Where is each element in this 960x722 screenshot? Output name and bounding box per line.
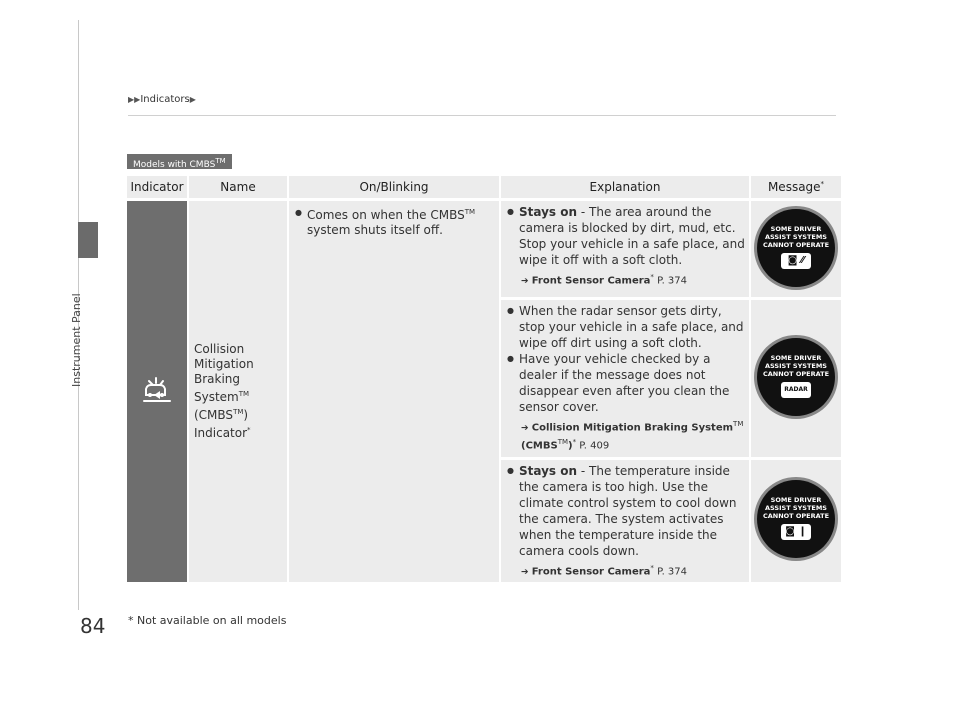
message-display-image: SOME DRIVER ASSIST SYSTEMS CANNOT OPERATE ◙ ⁄⁄ <box>757 209 835 287</box>
message-cell <box>751 300 841 457</box>
camera-wiper-icon: ◙ ⁄⁄ <box>781 253 811 269</box>
header-name: Name <box>189 176 287 198</box>
indicator-table <box>125 173 843 585</box>
header-indicator: Indicator <box>127 176 187 198</box>
camera-thermometer-icon: ◙ ❙ <box>781 524 811 540</box>
explanation-bullet: ● Stays on - The temperature inside the camera is too high. Use the climate control system to cool down the camera. The system activates when the temperature inside the camera cools down. <box>507 463 745 559</box>
page-reference[interactable]: ➔ Front Sensor Camera* P. 374 <box>521 273 688 287</box>
models-tag: Models with CMBS™ <box>127 154 232 169</box>
explanation-bullet: ● Stays on - The area around the camera is blocked by dirt, mud, etc. Stop your vehicle in a safe place, and wipe it off with a soft cloth. <box>507 204 745 268</box>
reference-arrow-icon: ➔ <box>521 276 529 287</box>
table-header-row <box>127 176 841 198</box>
reference-arrow-icon: ➔ <box>521 423 529 434</box>
header-message: Message* <box>751 176 841 198</box>
breadcrumb-item[interactable]: Indicators <box>140 94 190 105</box>
explanation-bullet: ● When the radar sensor gets dirty, stop your vehicle in a safe place, and wipe off dirt using a soft cloth. <box>507 303 745 351</box>
on-blinking-bullet: ● Comes on when the CMBS™ system shuts itself off. <box>295 205 495 238</box>
breadcrumb-arrow-icon: ▶▶ <box>128 95 141 104</box>
on-blinking-cell <box>289 201 499 582</box>
header-rule <box>128 115 836 116</box>
indicator-cell <box>127 201 187 582</box>
explanation-cell <box>501 460 749 582</box>
message-display-image: SOME DRIVER ASSIST SYSTEMS CANNOT OPERATE ◙ ❙ <box>757 480 835 558</box>
breadcrumb <box>128 94 196 105</box>
page-number: 84 <box>80 614 106 638</box>
footnote: * Not available on all models <box>128 614 287 627</box>
cmbs-indicator-icon <box>140 373 174 407</box>
header-explanation: Explanation <box>501 176 749 198</box>
header-on-blinking: On/Blinking <box>289 176 499 198</box>
name-cell: Collision Mitigation Braking System™ (CMBS™) Indicator* <box>189 201 287 582</box>
message-cell <box>751 460 841 582</box>
explanation-cell <box>501 201 749 297</box>
section-tab <box>78 222 98 258</box>
message-display-image: SOME DRIVER ASSIST SYSTEMS CANNOT OPERATE RADAR <box>757 338 835 416</box>
page-reference[interactable]: ➔ Collision Mitigation Braking System™ (CMBS™)* P. 409 <box>521 420 744 452</box>
message-cell <box>751 201 841 297</box>
table-row <box>127 201 841 297</box>
page-reference[interactable]: ➔ Front Sensor Camera* P. 374 <box>521 563 688 577</box>
breadcrumb-arrow-icon: ▶ <box>189 95 196 104</box>
side-section-label: Instrument Panel <box>70 293 83 387</box>
reference-arrow-icon: ➔ <box>521 566 529 577</box>
explanation-cell <box>501 300 749 457</box>
explanation-bullet: ● Have your vehicle checked by a dealer if the message does not disappear even after you clean the sensor cover. <box>507 351 745 415</box>
radar-icon: RADAR <box>781 382 811 398</box>
